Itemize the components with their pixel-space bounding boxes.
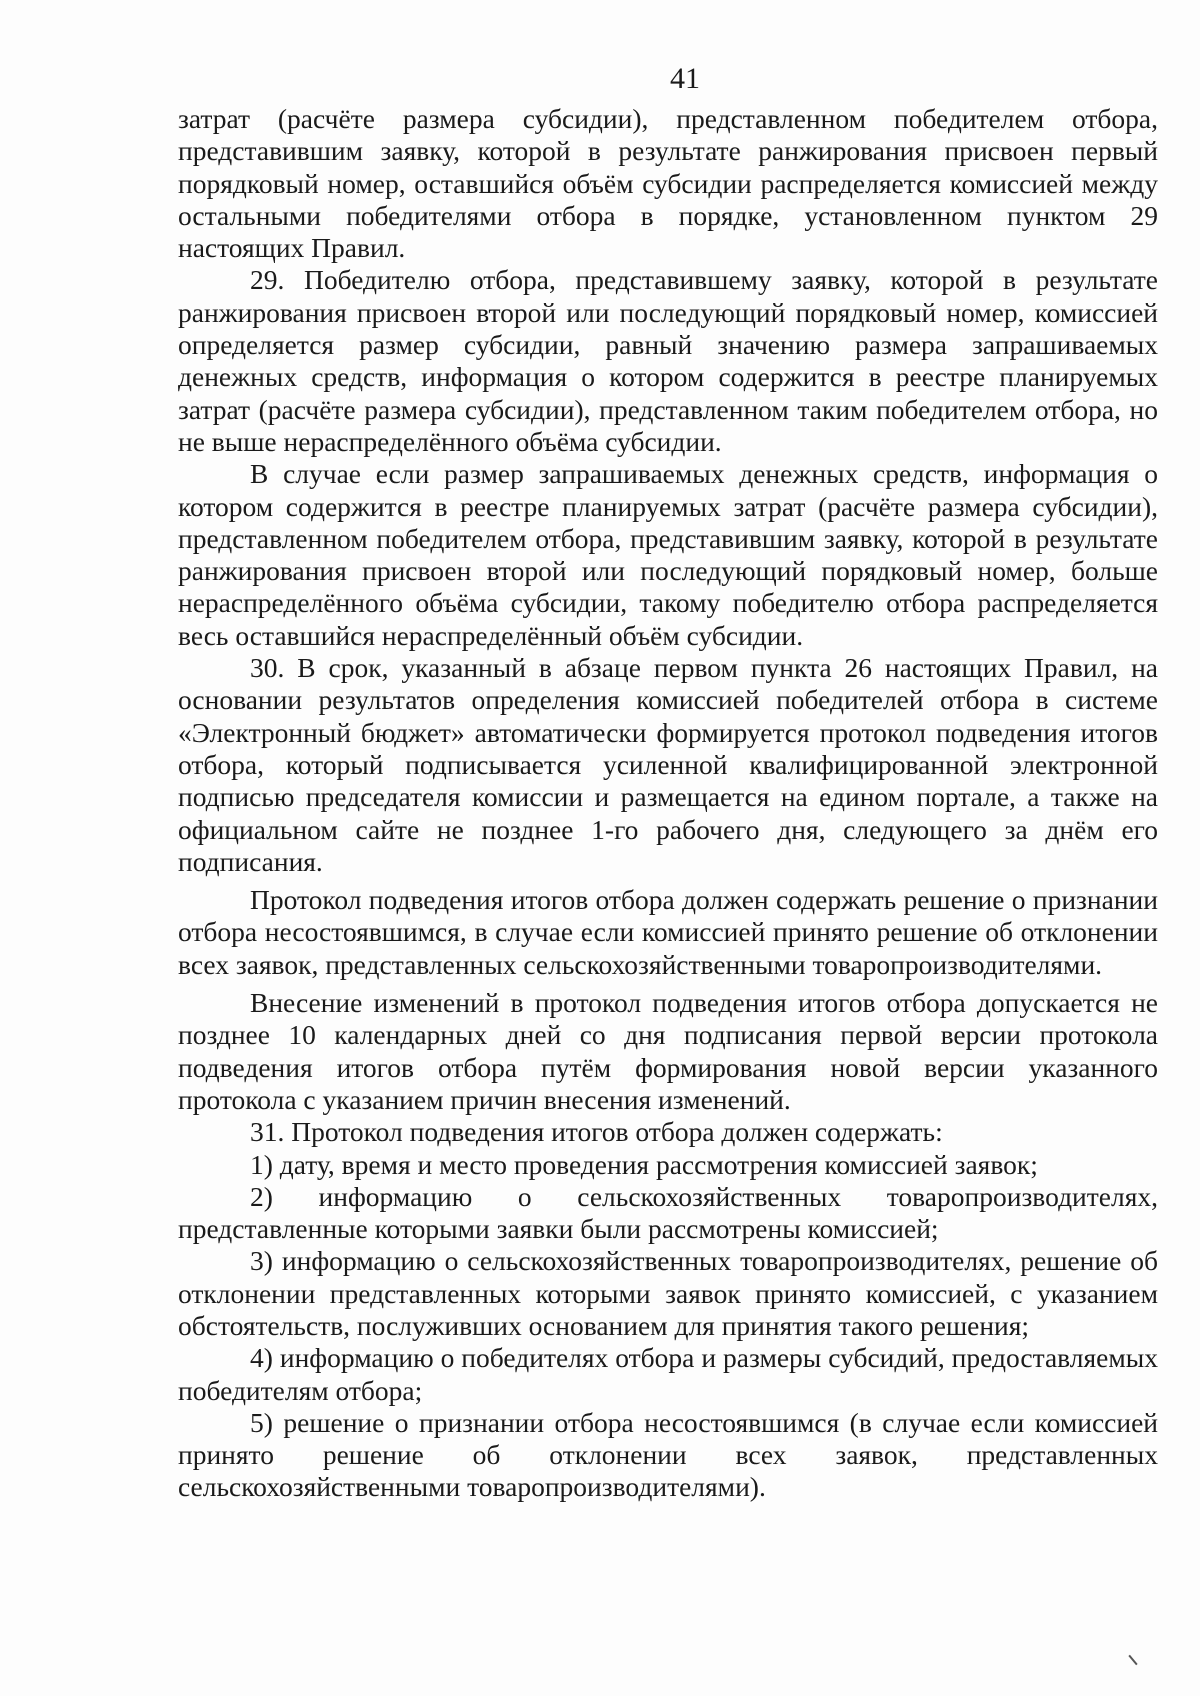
document-body [178,103,1158,1504]
list-item-3: 3) информацию о сельскохозяйственных товаропроизводителях, решение об отклонении представленных которыми заявок принято комиссией, с указанием обстоятельств, послуживших основанием для принятия такого решения; [178,1245,1158,1341]
paragraph-continuation: затрат (расчёте размера субсидии), представленном победителем отбора, представившим заявку, которой в результате ранжирования присвоен первый порядковый номер, оставшийся объём субсидии распределяется комиссией между остальными победителями отбора в порядке, установленном пунктом 29 настоящих Правил. [178,103,1158,264]
paragraph-item-31: 31. Протокол подведения итогов отбора должен содержать: [250,1116,943,1148]
list-item-4: 4) информацию о победителях отбора и размеры субсидий, предоставляемых победителям отбора; [178,1342,1158,1406]
scan-artifact-mark [1128,1655,1137,1665]
paragraph-protocol-content: Протокол подведения итогов отбора должен содержать решение о признании отбора несостоявшимся, в случае если комиссией принято решение об отклонении всех заявок, представленных сельскохозяйственными товаропроизводителями. [178,884,1158,980]
list-item-2: 2) информацию о сельскохозяйственных товаропроизводителях, представленные которыми заявки были рассмотрены комиссией; [178,1180,1158,1245]
list-item-5: 5) решение о признании отбора несостоявшимся (в случае если комиссией принято решение об отклонении всех заявок, представленных сельскохозяйственными товаропроизводителями). [178,1406,1158,1503]
list-item-1: 1) дату, время и место проведения рассмотрения комиссией заявок; [250,1148,1038,1180]
paragraph-protocol-changes: Внесение изменений в протокол подведения итогов отбора допускается не позднее 10 календарных дней со дня подписания первой версии протокола подведения итогов отбора путём формирования новой версии указанного протокола с указанием причин внесения изменений. [178,987,1158,1115]
paragraph-item-29: 29. Победителю отбора, представившему заявку, которой в результате ранжирования присвоен второй или последующий порядковый номер, комиссией определяется размер субсидии, равный значению размера запрашиваемых денежных средств, информация о котором содержится в реестре планируемых затрат (расчёте размера субсидии), представленном таким победителем отбора, но не выше нераспределённого объёма субсидии. [178,264,1158,457]
paragraph-item-30: 30. В срок, указанный в абзаце первом пункта 26 настоящих Правил, на основании результатов определения комиссией победителей отбора в системе «Электронный бюджет» автоматически формируется протокол подведения итогов отбора, который подписывается усиленной квалифицированной электронной подписью председателя комиссии и размещается на едином портале, а также на официальном сайте не позднее 1-го рабочего дня, следующего за днём его подписания. [178,652,1158,877]
page-number: 41 [670,62,700,95]
paragraph-item-29-case: В случае если размер запрашиваемых денежных средств, информация о котором содержится в реестре планируемых затрат (расчёте размера субсидии), представленном победителем отбора, представившим заявку, которой в результате ранжирования присвоен второй или последующий порядковый номер, больше нераспределённого объёма субсидии, такому победителю отбора распределяется весь оставшийся нераспределённый объём субсидии. [178,458,1158,651]
